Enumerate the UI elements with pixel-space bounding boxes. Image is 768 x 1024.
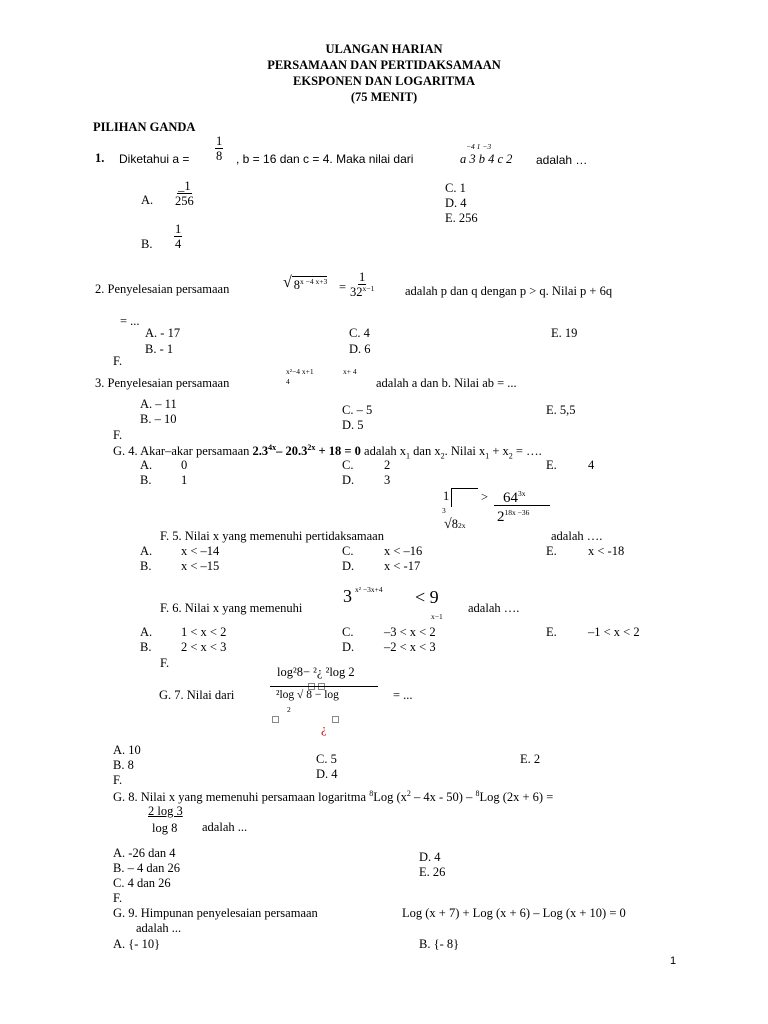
q8-line [113, 789, 553, 805]
q5-den [497, 508, 529, 526]
q8-optE: E. 26 [419, 865, 446, 879]
q7-box-3 [272, 716, 279, 723]
q6-exp: x² −3x+4 [355, 585, 383, 594]
q5-text: F. 5. Nilai x yang memenuhi pertidaksamaan [160, 529, 384, 543]
q2-optD: D. 6 [349, 342, 371, 356]
q6-f: F. [160, 656, 170, 670]
q3-optB: B. – 10 [140, 412, 177, 426]
q7-frag2: 2 [287, 705, 291, 714]
q5-2: 2 [497, 509, 505, 525]
title-line4: (75 MENIT) [350, 90, 418, 104]
q5-three: 3 [442, 506, 446, 515]
q6-optC-label: C. [342, 625, 354, 639]
q8-sup2: 2 [406, 789, 411, 798]
title-line3: EKSPONEN DAN LOGARITMA [293, 74, 475, 88]
q8-optB: B. – 4 dan 26 [113, 861, 181, 875]
q7-red-question: ¿ [321, 722, 327, 736]
q4-sub2: 2 [440, 451, 445, 461]
q4-optC-value: 2 [384, 458, 391, 472]
q7-suffix: = ... [393, 688, 413, 702]
q7-f: F. [113, 773, 123, 787]
q8-optA: A. -26 dan 4 [113, 846, 176, 860]
q4-sub1: 1 [406, 451, 411, 461]
q1-expr-bases: a 3 b 4 c 2 [460, 152, 513, 166]
q8-end: Log (2x + 6) = [479, 790, 554, 805]
q6-text: F. 6. Nilai x yang memenuhi [160, 601, 303, 615]
q9-optB: B. {- 8} [419, 937, 460, 951]
q8-frac-num: 2 log 3 [148, 804, 183, 818]
q4-optD-label: D. [342, 473, 355, 487]
q7-denominator: ²log √ 8 − log [276, 689, 339, 701]
q9-optA: A. {- 10} [113, 937, 161, 951]
q1-optD: D. 4 [445, 196, 467, 210]
q4-exp1: 4x [268, 443, 277, 452]
q6-optB-label: B. [140, 640, 152, 654]
q3-optA: A. – 11 [140, 397, 177, 411]
q2-rhs-den: 32 [350, 285, 363, 300]
q2-optC: C. 4 [349, 326, 370, 340]
title-line1: ULANGAN HARIAN [325, 42, 443, 56]
q1-suffix: adalah … [536, 153, 588, 167]
q6-optA-value: 1 < x < 2 [181, 625, 227, 639]
q3-suffix: adalah a dan b. Nilai ab = ... [376, 376, 517, 390]
q2-radical: √ $8^{x -4 x+3}$ [283, 274, 328, 293]
q7-box-row [272, 712, 279, 727]
q3-optC: C. – 5 [342, 403, 373, 417]
q5-2x: 2x [457, 521, 466, 530]
q6-optD-value: –2 < x < 3 [384, 640, 436, 654]
q3-optE: E. 5,5 [546, 403, 576, 417]
q1-a-den: 8 [216, 149, 223, 164]
q2-suffix: adalah p dan q dengan p > q. Nilai p + 6q [405, 284, 613, 298]
q9-equation: Log (x + 7) + Log (x + 6) – Log (x + 10) = 0 [402, 906, 626, 920]
q4-optD-value: 3 [384, 473, 391, 487]
q7-numerator: log²8− ²¿ ²log 2 [277, 665, 355, 679]
q1-expr-exponents: −4 1 −3 [466, 142, 492, 151]
q3-optD: D. 5 [342, 418, 364, 432]
q2-rad-exp: x −4 x+3 [300, 277, 328, 286]
q4-optA-label: A. [140, 458, 153, 472]
q7-box-4 [332, 716, 339, 723]
q8-mid2: – 4x - 50) – [410, 790, 473, 805]
page-number: 1 [670, 955, 677, 967]
q2-rad-base: 8 [293, 278, 301, 293]
q7-frac-bar [270, 686, 378, 687]
q2-text: 2. Penyelesaian persamaan [95, 282, 230, 296]
q5-suffix: adalah …. [551, 529, 603, 543]
q5-3x: 3x [518, 489, 526, 498]
q3-text: 3. Penyelesaian persamaan [95, 376, 230, 390]
q1-a-num: 1 [216, 134, 223, 148]
q1-number: 1. [95, 151, 105, 165]
q4-optB-label: B. [140, 473, 152, 487]
q7-optC: C. 5 [316, 752, 337, 766]
q9-text: G. 9. Himpunan penyelesaian persamaan [113, 906, 318, 920]
q6-optE-value: –1 < x < 2 [588, 625, 640, 639]
q5-base8: 8 [451, 517, 458, 531]
q7-optB: B. 8 [113, 758, 134, 772]
q1-middle: , b = 16 dan c = 4. Maka nilai dari [236, 152, 414, 166]
q4-eq: 2.3 [252, 444, 269, 459]
q5-frac-bar [494, 505, 550, 506]
q5-optE-value: x < -18 [588, 544, 625, 558]
q5-one: 1 [443, 489, 450, 503]
q7-box-row2 [332, 712, 339, 727]
q8-text: G. 8. Nilai x yang memenuhi persamaan logaritma [113, 790, 367, 805]
q1-prefix: Diketahui a = [119, 152, 190, 166]
q7-text: G. 7. Nilai dari [159, 688, 235, 702]
q4-end: + 18 = 0 [318, 444, 361, 459]
q5-gt: > [481, 490, 489, 504]
q4-sub1b: 1 [485, 451, 490, 461]
q5-64-val: 64 [503, 490, 518, 506]
q4-ask: . Nilai x [444, 444, 486, 459]
q4-mid: – 20.3 [276, 444, 308, 459]
q4-suffix: adalah x [364, 444, 407, 459]
q4-optE-value: 4 [588, 458, 595, 472]
q1-optA-den: 256 [175, 194, 194, 209]
section-heading: PILIHAN GANDA [93, 120, 196, 134]
q4-optA-value: 0 [181, 458, 188, 472]
q4-optC-label: C. [342, 458, 354, 472]
title-line2: PERSAMAAN DAN PERTIDAKSAMAAN [267, 58, 501, 72]
q6-base: 3 [343, 586, 352, 606]
q6-optC-value: –3 < x < 2 [384, 625, 436, 639]
q5-optB-label: B. [140, 559, 152, 573]
q8-f: F. [113, 891, 123, 905]
q2-f: F. [113, 354, 123, 368]
q1-optB-num: 1 [175, 222, 182, 236]
q5-optC-value: x < –16 [384, 544, 423, 558]
q4-line [113, 443, 542, 461]
q8-sup8a: 8 [369, 789, 374, 798]
q4-optE-label: E. [546, 458, 557, 472]
q4-plus: + x [489, 444, 509, 459]
q7-optA: A. 10 [113, 743, 141, 757]
q5-optD-label: D. [342, 559, 355, 573]
q2-optB: B. - 1 [145, 342, 174, 356]
q6-optD-label: D. [342, 640, 355, 654]
q8-frac-den: log 8 [152, 821, 178, 835]
q8-sup8b: 8 [475, 789, 480, 798]
q8-optD: D. 4 [419, 850, 441, 864]
q2-rhs-num: 1 [358, 270, 366, 284]
q4-prefix: G. 4. Akar–akar persamaan [113, 444, 250, 459]
q2-optE: E. 19 [551, 326, 578, 340]
q6-suffix: adalah …. [468, 601, 520, 615]
q5-optB-value: x < –15 [181, 559, 220, 573]
q8-suffix: adalah ... [202, 820, 248, 834]
q2-optA: A. - 17 [145, 326, 181, 340]
q9-cont: adalah ... [136, 921, 182, 935]
q5-optC-label: C. [342, 544, 354, 558]
q1-optE: E. 256 [445, 211, 478, 225]
q6-optB-value: 2 < x < 3 [181, 640, 227, 654]
q6-optA-label: A. [140, 625, 153, 639]
q8-mid: Log (x [373, 790, 407, 805]
q5-den-exp: 18x −36 [504, 508, 530, 517]
q1-optC: C. 1 [445, 181, 466, 195]
q4-sub2b: 2 [508, 451, 513, 461]
q1-optA-fraction [175, 179, 194, 209]
q3-frag2: x+ 4 [343, 367, 357, 376]
q4-tail: = …. [512, 444, 542, 459]
q8-optC: C. 4 dan 26 [113, 876, 171, 890]
q3-frag1: x²−4 x+1 [286, 367, 314, 376]
q5-optA-label: A. [140, 544, 153, 558]
q5-optD-value: x < -17 [384, 559, 421, 573]
q4-and: dan x [410, 444, 441, 459]
q6-optE-label: E. [546, 625, 557, 639]
q7-optE: E. 2 [520, 752, 541, 766]
q5-base: √82x [444, 517, 466, 532]
q1-optA-label: A. [141, 193, 154, 207]
q4-exp2: 2x [307, 443, 316, 452]
q3-frag3: 4 [286, 377, 290, 386]
q1-a-fraction [215, 134, 223, 164]
q2-eq: = [339, 280, 347, 294]
q1-optB-label: B. [141, 237, 153, 251]
q2-rhs-fraction [350, 270, 374, 300]
q2-rhs-exp: x−1 [362, 284, 375, 294]
q4-optB-value: 1 [181, 473, 188, 487]
q6-exp2: x−1 [431, 612, 443, 621]
q6-lt: < 9 [415, 587, 439, 607]
q1-optB-fraction [174, 222, 182, 252]
q5-radical-bar [451, 488, 478, 507]
q3-f: F. [113, 428, 123, 442]
q1-optB-den: 4 [175, 237, 182, 252]
q5-optE-label: E. [546, 544, 557, 558]
q1-optA-num: _1 [178, 179, 191, 193]
q7-optD: D. 4 [316, 767, 338, 781]
q2-cont: = ... [120, 314, 140, 328]
q5-optA-value: x < –14 [181, 544, 220, 558]
